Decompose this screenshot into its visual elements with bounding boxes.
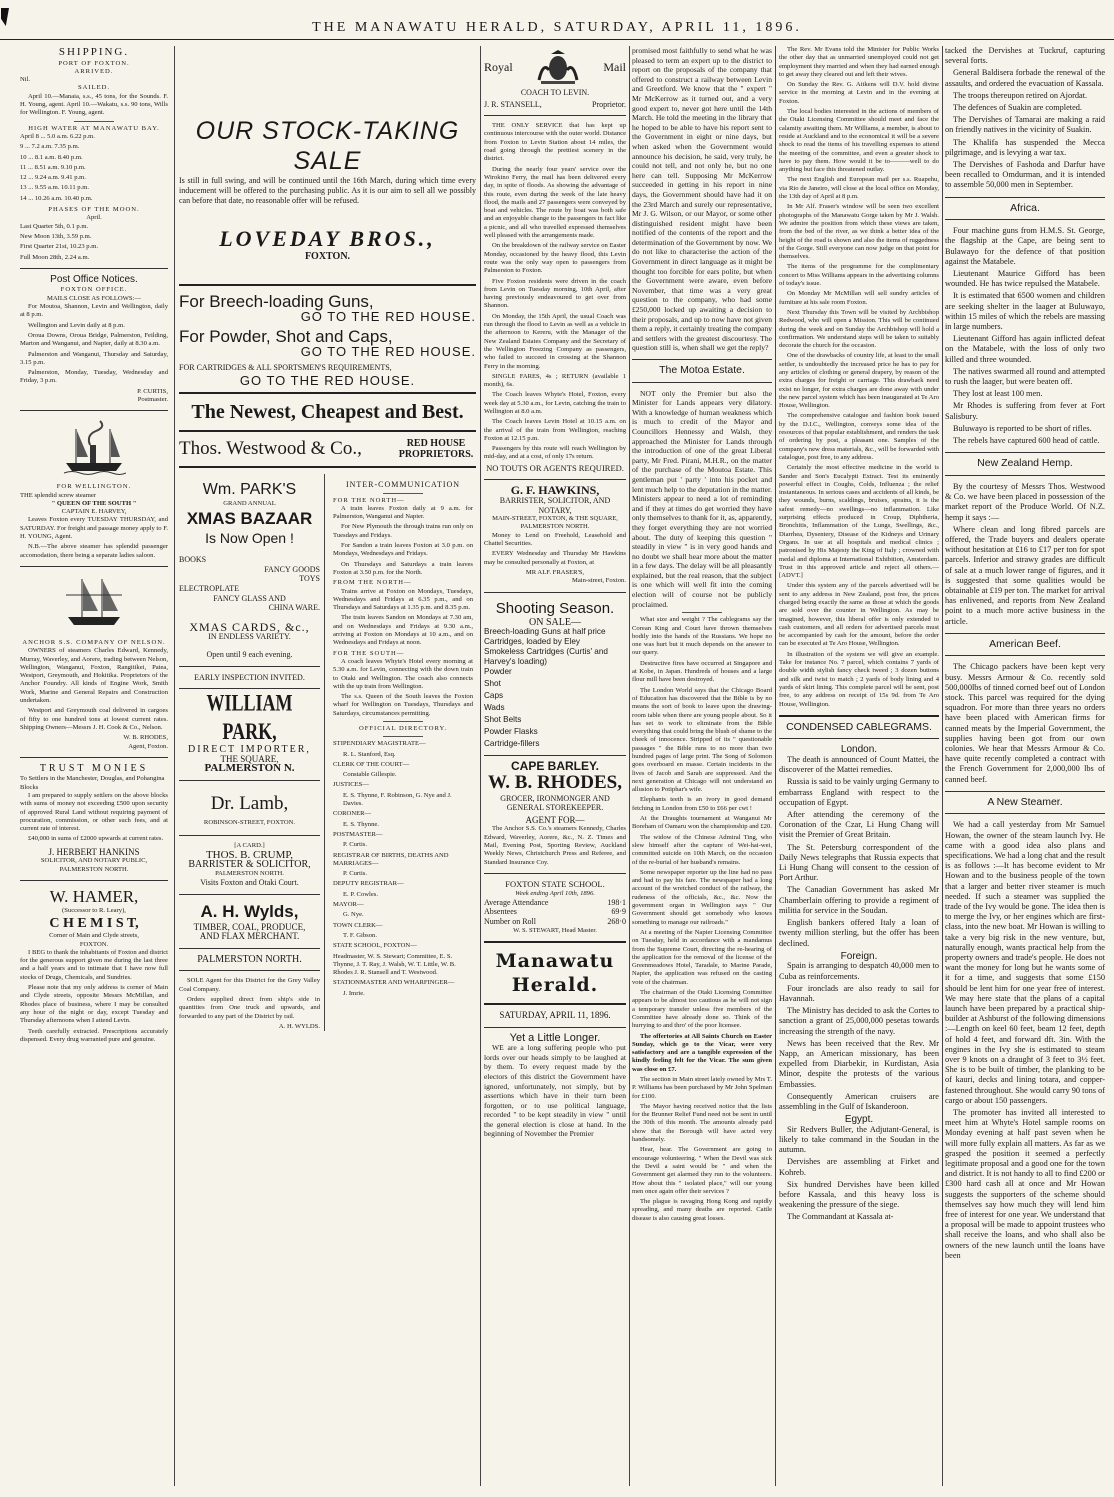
directory-value: J. Imrie. (343, 989, 365, 997)
avg-value: 198·1 (607, 897, 626, 907)
directory-label: STIPENDIARY MAGISTRATE— (333, 740, 426, 748)
wylds-timber: TIMBER, COAL, PRODUCE, (193, 921, 306, 932)
beef-1: The Chicago packers have been kept very busy. Messrs Armour & Co. recently sold 500,000lbs of tinned corned beef out of London stock. This parcel was required for the dying squadron. For more than three years no orders have been placed with American firms for canned meats by the Imperial Government, the supplies having been got from our own colonies. We hear that Messrs Armour & Co. have quite recently completed a contract with the French Government for 2,000,000 lbs of canned beef. (945, 662, 1105, 784)
school-head-master: W. S. STEWART, Head Master. (513, 926, 597, 934)
beef-heading: American Beef. (989, 637, 1061, 650)
north-list (333, 505, 473, 577)
africa-6: They lost at least 100 men. (953, 389, 1043, 399)
col4-text-15: Hear, hear. The Government are going to encourage volunteering. " When the Devil was sick the Devil a saint would be " and when the Government get alarmed they run to the volunteers. How about this " isolated place," will our young men once again offer their services ? (632, 1146, 772, 1195)
column-6 (945, 46, 1105, 1263)
moon-heading: PHASES OF THE MOON. (48, 206, 140, 214)
egypt-heading: Egypt. (844, 1114, 874, 1126)
stansell-role: Proprietor. (592, 99, 626, 109)
col4-text-12: The offertories at All Saints Church on Easter Sunday, which go to the Vicar, were very satisfactory and are a tangible expression of the kindly feeling felt for the Vicar. The sum given was close on £7. (632, 1032, 772, 1073)
fraser-street: Main-street, Foxton. (571, 577, 626, 585)
directory-list (333, 740, 473, 998)
open-until: Open until 9 each evening. (206, 650, 293, 660)
sole-agent: SOLE Agent for this District for the Grey Valley Coal Company. (179, 977, 320, 993)
port-heading: PORT OF FOXTON. (58, 59, 130, 67)
directory-label: MAYOR— (333, 901, 364, 909)
moon-row: First Quarter 21st, 10.23 p.m. (20, 243, 99, 251)
directory-value: P. Curtis. (343, 841, 368, 849)
mails-close: MAILS CLOSE AS FOLLOWS:— (47, 294, 141, 302)
hemp-heading: New Zealand Hemp. (977, 457, 1073, 470)
goods-list (484, 667, 626, 749)
column-rule (775, 46, 776, 1486)
fancy-glass: FANCY GLASS AND (213, 593, 286, 603)
mail-row: Palmerston and Wanganui, Thursday and Saturday, 3.15 p.m. (20, 350, 168, 366)
col5-text-9: One of the drawbacks of country life, at least to the small settler, is undoubtedly the increased price he has to pay for any articles of clothing or general drapery, by reason of the extra charges for freight or carriage. This drawback need exist no longer, for extra charges are done away with under the new parcel system which has been inaugurated at Te Aro House, Wellington. (779, 352, 939, 410)
foreign-2: Four ironclads are also ready to sail for Havannah. (779, 983, 939, 1003)
breech-guns: For Breech-loading Guns, (179, 291, 374, 311)
xmas-cards: XMAS CARDS, &c., (189, 619, 310, 634)
directory-label: POSTMASTER— (333, 830, 383, 838)
north-item: For New Plymouth the through trains run only on Tuesdays and Fridays. (333, 523, 473, 539)
hankins-place: PALMERSTON NORTH. (59, 865, 129, 873)
col4-text-16: The plague is ravaging Hong Kong and rapidly spreading, and many deaths are reported. Cattle disease is also causing great losses. (632, 1198, 772, 1222)
london-5: The Canadian Government has asked Mr Chamberlain offering to provide a regiment of militia for service in the Soudan. (779, 885, 939, 915)
yet-heading: Yet a Little Longer. (509, 1031, 601, 1044)
col5-text-3: The local bodies interested in the actions of members of the Otaki Licensing Committee should meet and face the calamity awaiting them. Mr Williams, a member, is about to reside at Auckland and to the economical it will be a severe shock to read the items of his travelling expenses to attend the meeting of the committee, and even a greater shock to have to pay them. How would it be to———well to do anything but face this threatened outlay. (779, 108, 939, 174)
africa-2: Lieutenant Maurice Gifford has been wounded. He has twice repulsed the Matabele. (945, 269, 1105, 289)
tide-row: April 8 ... 5.0 a.m. 6.22 p.m. (20, 132, 95, 140)
steamer-schedule: Leaves Foxton every TUESDAY THURSDAY, and SATURDAY. For freight and passage money apply to F. H. YOUNG, Agent. (20, 516, 168, 541)
anchor-company-text-2: Westport and Greymouth coal delivered in cargoes of fifty to one hundred tons at lowest current rates. Shipping Owners—Messrs J. H. Cook & Co., Nelson. (20, 707, 168, 731)
xmas-bazaar: XMAS BAZAAR (186, 509, 313, 529)
hamer-address: Corner of Main and Clyde streets, (49, 932, 139, 940)
africa-7: Mr Rhodes is suffering from fever at Fort Salisbury. (945, 401, 1105, 421)
sailed-text: April 10.—Manaia, s.s., 45 tons, for the Sounds. F. H. Young, agent. April 10.—Wakatu, s.s. 90 tons, Wills for Wellington. F. Young, agent. (20, 92, 168, 117)
hamer-successor: (Successor to R. Leary), (62, 906, 126, 914)
endless-variety: IN ENDLESS VARIETY. (208, 632, 291, 642)
london-2: Russia is said to be vainly urging Germany to embarrass England with respect to the occupation of Egypt. (779, 777, 939, 807)
column-4 (632, 46, 772, 1225)
from-north-item: The train leaves Sandon on Mondays at 7.30 am, and on Wednesdays and Fridays at 9.30 a.m., arriving at Foxton on Mondays at 10 a.m., and on Wednesdays and Fridays at noon. (333, 614, 473, 647)
directory-value: G. Nye. (343, 911, 364, 919)
electroplate: ELECTROPLATE (179, 584, 239, 594)
foreign-heading: Foreign. (840, 950, 878, 962)
mail-row: For Moutoa, Shannon, Levin and Wellington, daily at 8 p.m. (20, 303, 168, 319)
north-item: On Thursdays and Saturdays a train leaves Foxton at 3.50 p.m. for the North. (333, 560, 473, 576)
crump-visits: Visits Foxton and Otaki Court. (200, 878, 299, 888)
south-item: The s.s. Queen of the South leaves the Foxton wharf for Wellington on Tuesdays, Thursdays and Saturdays, circumstances permitting. (333, 693, 473, 717)
directory-value: E. S. Thynne, F. Robinson, G. Nye and J. Davies. (343, 791, 452, 808)
china-ware: CHINA WARE. (268, 603, 320, 613)
masthead-title: THE MANAWATU HERALD, SATURDAY, APRIL 11, 1896. (312, 20, 802, 35)
hawkins-name: G. F. HAWKINS, (510, 483, 600, 498)
col4-text-9: Some newspaper reporter up the line had no pass and had to pay his fare. The newspaper had a long account of the wretched conduct of the railway, the rudeness of the officials, &c., &c. Now the government organ in Wellington says " Our Government should get somebody who knows something to manage our railroads." (632, 868, 772, 926)
steamer-1: We had a call yesterday from Mr Samuel Howan, the owner of the steam launch Ivy. He came with a good idea also plans and specifications. We had a long chat and the result is as follows :—It has become evident to Mr Howan and to the business people of the town that a larger and better river steamer is much needed. If such a steamer was supplied the trade of the Ivy would be gone. The idea then is to merge the Ivy, or her engines which are first-class, into the new boat. Mr Howan is willing to take a very big risk in the new venture, but, naturally enough, wants practical help from the property owners and trade's people. He does not want the money for long but he wants some of it for a time, and suggests that some £150 should be lent him for one year free of interest. We may here state that the plans of a capital launch have been prepared by a practical ship-builder at Ashburst of the following dimensions :—Length on keel 60 feet, beam 12 feet, depth of hold 4 feet, and forward dft. 3in. With the engines in the Ivy she is estimated to steam over 9 knots on a draught of 3 feet to 3½ feet. She is to be built of timber, the planking to be of kauri, decks and lining totara, and copper-fastened throughout. She would carry 90 tons of cargo or about 150 passengers. (945, 820, 1105, 1105)
fancy-goods: FANCY GOODS (264, 564, 320, 574)
tide-row: 10 ... 8.1 a.m. 8.40 p.m. (20, 153, 83, 161)
wylds-orders: Orders supplied direct from ship's side in quantities from One truck and upwards, and forwarded to any part of the District by rail. (179, 996, 320, 1020)
early-inspection: EARLY INSPECTION INVITED. (194, 672, 305, 682)
lamb-address: ROBINSON-STREET, FOXTON. (203, 818, 296, 826)
moon-row: Full Moon 28th, 2.24 a.m. (20, 253, 90, 261)
africa-8: Buluwayo is reported to be short of rifles. (953, 423, 1092, 433)
col5-text-7: On Monday Mr McMillan will sell sundry articles of furniture at his sale room Foxton. (779, 290, 939, 306)
coach-text: THE ONLY SERVICE that has kept up continuous intercourse with the outer world. Distance from Foxton to Levin Station about 14 miles, the road going through the prettiest scenery in the district. (484, 122, 626, 163)
toys: TOYS (299, 574, 320, 584)
mail-row: Palmerston, Monday, Tuesday, Wednesday and Friday, 3 p.m. (20, 369, 168, 385)
column-rule (629, 46, 630, 1486)
foreign-3: The Ministry has decided to ask the Cortes to sanction a grant of 25,000,000 pesetas towards increasing the strength of the navy. (779, 1006, 939, 1036)
col5-text-5: In Mr Alf. Fraser's window will be seen two excellent photographs of the Manawatu Gorge taken by Mr J. Walsh. We admire the position from which these views are taken, from the bed of the river, as we think a better idea of the height of the road is shown and also the items of ruggedness of the Gorge. Still everyone can now judge on that point for themselves. (779, 203, 939, 261)
africa-5: The natives swarmed all round and attempted to rush the laager, but were beaten off. (945, 366, 1105, 387)
from-north: FROM THE NORTH— (333, 579, 412, 587)
tide-row: 12 ... 9.24 a.m. 9.41 p.m. (20, 174, 86, 182)
coach-text-5: On Monday, the 15th April, the usual Coach was run through the flood to Levin as well as a vehicle in the afternoon to Kereru, with the Manager of the New Zealand Estates Company and the Secretary of the Wellington Freezing Company as passengers, who failed to succeed in crossing at the Shannon Ferry in the morning. (484, 312, 626, 370)
cape-barley: CAPE BARLEY. (510, 759, 599, 774)
directory-label: Headmaster, W. S. Stewart; Committee, E. S. Thynne, J. T. Ray, J. Walsh, W. T. Little, W. B. Rhodes J. R. Stansell and T. Westwood. (333, 952, 456, 977)
col6-text-5: The Dervishes of Tamarai are making a raid on friendly natives in the vicinity of Suakin. (945, 115, 1105, 135)
column-5 (779, 46, 939, 1225)
powder-shot-caps: For Powder, Shot and Caps, (179, 327, 393, 347)
crump-role: BARRISTER & SOLICITOR, (188, 859, 311, 871)
anchor-company-heading: ANCHOR S.S. COMPANY OF NELSON. (22, 638, 166, 646)
steamer-intro: THE splendid screw steamer (20, 491, 96, 499)
guns-half-price: Breech-loading Guns at half price (484, 627, 606, 637)
school-week: Week ending April 10th, 1896. (515, 889, 595, 897)
egypt-4: The Commandant at Kassala at- (787, 1212, 894, 1222)
anchor-ship-icon (62, 573, 126, 633)
red-house-proprietors: RED HOUSE PROPRIETORS. (398, 437, 474, 460)
hamer-town: FOXTON. (79, 940, 109, 948)
col4-text-1: promised most faithfully to send what he was pleased to term an expert up to the district to report on the proposals of the company that offered to construct a railway between Levin and Greetford. We know that the " expert " Mr McKerrow as it turned out, and a very good expert to, never got here until the 14th March. He told the meeting in the library that he hoped to be able to have his report sent to the Government in eight or nine days, but when asked when the Government would announce his decision, he said, very truly, he could not tell, and not only he, but no one here can tell. Supposing Mr McKerrow succeeded in getting in his report in nine days, the Government should have had it on the 23rd March and surely our representative, Mr J. G. Wilson, or our Mayor, or some other distinguished resident might have been notified of the contents of the report and the determination of the Government by now. We do not like to characterise the action of the Government in direct language as it might be thought too forcible for ears polite, but when the Government were aware, even before November, that time was a very great question to the company, who had some £250,000 locked up awaiting a decision to their proposals, and up to now have not given them a reply, it certainly treating the company and settlers with the greatest discourtesy. The question still is, when shall we get the reply? (632, 46, 772, 353)
condensed-cablegrams: CONDENSED CABLEGRAMS. (786, 720, 932, 733)
goods-item: Powder (484, 667, 512, 677)
stock-taking-heading: OUR STOCK-TAKING SALE (195, 117, 460, 175)
london-1: The death is announced of Count Mattei, the discoverer of the Mattei remedies. (779, 755, 939, 775)
roll-label: Number on Roll (484, 917, 536, 927)
col4-text-2: NOT only the Premier but also the Minister for Lands appears very dilatory. With a knowledge of human weakness which is much to credit of the Mayor and Councillors Hennessy and Walsh, they approached the Minister for Lands through the introduction of one of the great Liberal party, Mr Fred. Pirani, M.H.R., on the matter of the purchase of the Moutoa Estate. This gentleman put ' party ' into his pocket and lent much help to the deputation in the matter. Ministers appear to need a lot of reminding and if they at times do get worried they have only themselves to thank for it, as, apparently, they forget everything they are not worried about. The duty of keeping this question " steadily in view " is in very good hands and no doubt we shall hear more about the matter in a few days. The delay will be all pleasantly explained, but the real reason, that the subject is one which will well fit into the coming election will of course not be publicly proclaimed. (632, 388, 772, 609)
agent-for-text: The Anchor S.S. Co.'s steamers Kennedy, Charles Edward, Waverley, Aorere, &c., N. Z. Times and Mail, Evening Post, Sporting Review, Auckland Weekly News, Christchurch Press and Referee, and Standard Insurance Coy. (484, 825, 626, 866)
col6-text-4: The defences of Suakin are completed. (953, 103, 1083, 113)
hemp-2: Where clean and long fibred parcels are offered, the Trade buyers and dealers operate without hesitation at £16 to £17 per ton for spot parcels. Inferior and strawy grades are difficult of sale at a much lower range of figures, and it is suggested that some qualities would be obtainable at £19 per ton. The market for arrival has enlivened, and reports from New Zealand point to a much more active business in the article. (945, 524, 1105, 626)
col5-text-13: In illustration of the system we will give an example. Take for instance No. 7 parcel, which contains 7 yards of double width stylish fancy check tweed ; 3 dozen buttons and silk and twist to match ; 2 yards of body lining and 4 yards of skirt lining. This complete parcel will be sent, post free, to any address on receipt of 15s 9d. from Te Aro House, Wellington. (779, 650, 939, 708)
masthead (0, 0, 1114, 40)
tide-row: 14 ... 10.26 a.m. 10.40 p.m. (20, 194, 93, 202)
south-item: A coach leaves Whyte's Hotel every morning at 5.30 a.m. for Levin, connecting with the down train to Otaki and Wellington. The coach also connects with the up train from Wellington. (333, 657, 473, 690)
wylds-name: A. H. Wylds, (200, 901, 299, 921)
trust-monies-text: I am prepared to supply settlers on the above blocks with sums of money not exceeding £500 upon security of approved Rural Land without requiring payment of procuration, commission, or other such fees, and at current rate of interest. (20, 792, 168, 833)
col4-text-10: At a meeting of the Napier Licensing Committee on Tuesday, held in accordance with a mandamus from the Supreme Court, directing the re-hearing of the application for the removal of the license of the Greenmeadows Hotel, Taradale, to Marine Parade, Napier, the application was refused on the casting vote of the chairman. (632, 928, 772, 986)
col5-text-8: Next Thursday this Town will be visited by Archbishop Redwood, who will open a Mission. This will be continued during the week and on Sunday the Archbishop will hold a confirmation. We understand steps will be taken to suitably decorate the church for the occasion. (779, 308, 939, 350)
col4-text-6: Elephants teeth is an ivory in good demand fetching in London from £50 to £66 per cwt ! (632, 796, 772, 812)
absentees-label: Absentees (484, 907, 517, 917)
moon-list (20, 223, 168, 262)
royal-coat-of-arms-icon (533, 50, 583, 86)
cartridges-line: FOR CARTRIDGES & ALL SPORTSMEN'S REQUIREMENTS, (179, 362, 392, 372)
directory-label: JUSTICES— (333, 781, 369, 789)
grand-annual: GRAND ANNUAL (223, 499, 276, 507)
coach-text-3: On the breakdown of the railway service on Easter Monday, occasioned by the heavy flood, this Levin route was the only way open to passengers from Palmerston to Foxton. (484, 242, 626, 275)
anchor-company-text: OWNERS of steamers Charles Edward, Kennedy, Murray, Waverley, and Aorere, trading between Nelson, Wellington, Wanganui, Foxton, Rangitikei, Patea, Westport, Greymouth, and Hokitika. Proprietors of the Anchor Foundry. All kinds of Engine Work, Smith Work, Marine and General Repairs and Construction undertaken. (20, 647, 168, 705)
col6-text-3: The troops thereupon retired on Ajordat. (953, 90, 1088, 100)
column-1 (20, 46, 168, 1046)
westwood-name: Thos. Westwood & Co., (179, 438, 362, 460)
shipping-heading: SHIPPING. (58, 46, 130, 58)
directory-value: P. Curtis. (343, 870, 368, 878)
queen-of-the-south: " QUEEN OF THE SOUTH " (51, 499, 137, 507)
directory-label: CLERK OF THE COURT— (333, 760, 410, 768)
loveday-bros: LOVEDAY BROS., (219, 226, 436, 251)
school-heading: FOXTON STATE SCHOOL. (505, 878, 605, 889)
coach-text-2: During the nearly four years' service over the Wirokino Ferry, the mail has been delivered every day, in spite of floods. As showing the advantage of this route, even during the week of the late heavy flood, the mails and 27 passengers were conveyed by boat and vehicles. The route by boat was both safe and an enjoyable change to the passengers in fact like a picnic, and all who travelled expressed themselves well pleased with the arrangements made. (484, 165, 626, 240)
africa-1: Four machine guns from H.M.S. St. George, the flagship at the Cape, are being sent to Bulawayo for the defence of that position against the Matabele. (945, 226, 1105, 266)
trust-monies-text-2: £40,000 in sums of £2000 upwards at current rates. (28, 835, 164, 843)
foreign-5: Consequently American cruisers are assembling in the Gulf of Iskanderoon. (779, 1091, 939, 1111)
sailed-heading: SAILED. (77, 84, 111, 92)
from-north-list (333, 588, 473, 648)
africa-4: Lieutenant Gifford has again inflicted defeat on the Matabele, with the loss of only two killed and three wounded. (945, 334, 1105, 364)
london-3: After attending the ceremony of the Coronation of the Czar, Li Hung Chang will visit the Premier of Great Britain. (779, 810, 939, 840)
directory-value: R. L. Stanford, Esq. (343, 750, 396, 758)
park-name: Wm. PARK'S (202, 480, 297, 498)
chemist-heading: C H E M I S T, (49, 916, 139, 932)
rhodes-name: W. B. RHODES, (488, 771, 622, 793)
col5-text-6: The items of the programme for the complimentary concert to Miss Williams appears in the advertising columns of today's issue. (779, 263, 939, 288)
col4-text-14: The Mayor having received notice that the lists for the Brunner Relief Fund need not be sent in until the 30th of this month. The amounts already paid show that the Borough will have acted very handsomely. (632, 1102, 772, 1144)
steamer-heading: A New Steamer. (987, 795, 1063, 808)
col5-text-12: Under this system any of the parcels advertised will be sent to any address in New Zealand, post free, the prices charged being exactly the same as those at which the goods are sold over the counter in Wellington. As may be imagined, however, this liberal offer is only extended to cash customers, and all orders for advertised parcels must be accompanied by cash for the amount, before the order can be executed at Te Aro House, Wellington. (779, 582, 939, 648)
mail-row: Oroua Downs, Oroua Bridge, Palmerston, Feilding, Marton and Wanganui, and Napier, daily at 8.30 a.m. (20, 331, 168, 348)
anchor-agent-role: Agent, Foxton. (128, 742, 168, 750)
col5-text-10: The comprehensive catalogue and fashion book issued by the D.I.C., Wellington, conveys some idea of the resources of that popular establishment, and renders the task of ordering by post, a pleasant one. Samples of the company's new dress materials, &c., will be forwarded with catalogue, post free, to any address. (779, 412, 939, 461)
col4-text-8: The widow of the Chinese Admiral Ting, who slew himself after the capture of Wei-hai-wei, committed suicide on 10th March, on the occasion of the re-burial of her husband's remains. (632, 833, 772, 866)
wylds-sign: A. H. WYLDS. (278, 1022, 320, 1030)
mail-word: Mail (603, 60, 626, 75)
herald-date: SATURDAY, APRIL 11, 1896. (499, 1009, 611, 1020)
foreign-1: Spain is arranging to despatch 40,000 men to Cuba as reinforcements. (779, 961, 939, 981)
william-park: WILLIAM PARK, (206, 689, 293, 745)
steamer-ship-icon (62, 417, 126, 477)
arrived-nil: Nil. (20, 76, 31, 84)
avg-label: Average Attendance (484, 897, 549, 907)
coach-text-4: Five Foxton residents were driven in the coach from Levin on Tuesday morning, 10th April, after having previously endeavoured to get over from Shannon. (484, 277, 626, 310)
hamer-text: I BEG to thank the inhabitants of Foxton and district for the generous support given me during the last three and a half years and to intimate that I have now full stocks of Drugs, Chemicals, and Sundries. (20, 948, 168, 981)
london-heading: London. (840, 744, 878, 756)
roll-value: 268·0 (607, 917, 626, 927)
smokeless-cartridges: Smokeless Cartridges (Curtis' and Harvey's loading) (484, 647, 608, 667)
moon-row: New Moon 13th, 3.59 p.m. (20, 232, 92, 240)
card-label: [A CARD.] (234, 842, 265, 850)
stansell-name: J. R. STANSELL, (484, 99, 542, 109)
moon-row: Last Quarter 5th, 0.1 p.m. (20, 222, 89, 230)
egypt-3: Six hundred Dervishes have been killed before Kassala, and this heavy loss is weakening the pressure of the siege. (779, 1179, 939, 1210)
absentees-value: 69·9 (611, 907, 626, 917)
directory-value: E. S. Thynne. (343, 820, 379, 828)
mails-list (20, 303, 168, 386)
coach-to-levin: COACH TO LEVIN. (520, 88, 590, 97)
hamer-name: W. HAMER, (49, 886, 139, 906)
hankins-name: J. HERBERT HANKINS (48, 846, 140, 857)
cartridges-eley: Cartridges, loaded by Eley (484, 637, 581, 647)
tide-row: 11 ... 8.51 a.m. 9.10 p.m. (20, 163, 86, 171)
books: BOOKS (179, 555, 207, 565)
col5-text-2: On Sunday the Rev. G. Aitkens will D.V. hold divine service in the morning at Levin and in the evening at Foxton. (779, 81, 939, 105)
col4-text-4: Destructive fires have occurred at Singapore and at Kobe, in Japan. Hundreds of houses and a large flour mill have been destroyed. (632, 659, 772, 684)
hawkins-consult: EVERY Wednesday and Thursday Mr Hawkins may be consulted personally at Foxton, at (484, 550, 626, 566)
motoa-heading: The Motoa Estate. (659, 364, 745, 376)
crump-place: PALMERSTON NORTH. (215, 869, 284, 877)
steamer-note: N.B.—The above steamer has splendid passenger accomodation, there being a separate ladies saloon. (20, 543, 168, 559)
fraser-name: MR ALF. FRASER'S, (525, 568, 585, 576)
goods-item: Wads (484, 703, 505, 713)
red-house-2: GO TO THE RED HOUSE. (300, 344, 476, 360)
directory-value: E. P. Cowles. (343, 890, 378, 898)
for-wellington: FOR WELLINGTON. (56, 483, 132, 491)
coach-text-8: Passengers by this route will reach Wellington by mid-day, and at a cost, of only 17s return. (484, 445, 626, 461)
north-item: A train leaves Foxton daily at 9 a.m. for Palmerston, Wanganui and Napier. (333, 504, 473, 521)
col4-text-11: The chairman of the Otaki Licensing Committee appears to be almost too cautious as he will not sign a temporary transfer unless five members of the Committee have already done so. Think of the hurrying to and thro' of the poor licensee. (632, 989, 772, 1030)
agent-for: AGENT FOR— (525, 814, 585, 825)
crump-name: THOS. B. CRUMP, (205, 848, 294, 861)
red-house-3: GO TO THE RED HOUSE. (239, 373, 416, 389)
coach-text-7: The Coach leaves Levin Hotel at 10.15 a.m. on the arrival of the train from Wellington, reaching Foxton at 12.15 p.m. (484, 418, 626, 442)
col4-text-7: At the Draughts tournament at Wanganui Mr Boreham of Oamaru won the championship and £20. (632, 815, 772, 831)
africa-3: It is estimated that 6500 women and children are seeking shelter in the laager at Buluwayo, within 15 miles of which the rebels are massing in large numbers. (945, 291, 1105, 332)
captain-name: CAPTAIN E. HARVEY, (61, 508, 127, 516)
yet-text: WE are a long suffering people who put lords over our heads simply to be laughed at by them. To every request made by the electors of this district the Government have ignored, unfortunately, not simply, but by assertions which have in their turn been forgotten, or to use political language, recorded " to be kept steadily in view " until the general election is close at hand. In the beginning of November the Premier (484, 1043, 626, 1139)
tide-row: 13 ... 9.55 a.m. 10.11 p.m. (20, 184, 89, 192)
hemp-1: By the courtesy of Messrs Thos. Westwood & Co. we have been placed in possession of the market report of the Produce World. Of N.Z. hemp it says :— (945, 481, 1105, 522)
coach-fares: SINGLE FARES, 4s ; RETURN (available 1 month), 6s. (484, 372, 626, 389)
col6-text-2: General Baldisera forbade the renewal of the assaults, and ordered the evacuation of Kassala. (945, 68, 1105, 88)
royal-word: Royal (484, 60, 513, 75)
column-3 (484, 46, 626, 1141)
high-water-heading: HIGH WATER AT MANAWATU BAY. (28, 124, 160, 132)
mail-row: Wellington and Levin daily at 8 p.m. (28, 321, 125, 329)
hamer-text-3: Teeth carefully extracted. Prescriptions accurately dispensed. Every drug warranted pure and genuine. (20, 1027, 168, 1043)
foreign-4: News has been received that the Rev. Mr Napp, an American missionary, has been expelled from Diarbekir, in Kurdistan, Asia Minor, despite the protests of the various Embassies. (779, 1038, 939, 1089)
newest-cheapest: The Newest, Cheapest and Best. (191, 400, 464, 423)
directory-label: TOWN CLERK— (333, 921, 383, 929)
egypt-1: Sir Redvers Buller, the Adjutant-General, is likely to take command in the Soudan in the autumn. (779, 1124, 939, 1155)
shooting-season: Shooting Season. (495, 599, 615, 617)
official-directory: OFFICIAL DIRECTORY. (358, 724, 448, 732)
from-north-item: Trains arrive at Foxton on Mondays, Tuesdays, Wednesdays and Fridays at 6.35 p.m., and on Thursdays and Saturdays at 1.35 p.m. and 8.35 p.m. (333, 587, 473, 612)
direct-importer: DIRECT IMPORTER, (188, 744, 311, 756)
arrived-heading: ARRIVED. (74, 67, 114, 75)
anchor-agent-name: W. B. RHODES, (123, 734, 168, 742)
goods-item: Shot (484, 679, 501, 689)
steamer-2: The promoter has invited all interested to meet him at Whyte's Hotel sample rooms on Monday evening at half past seven when he will more fully explain all matters. As far as we grasped the position it seemed a perfectly legitimate proposal and a good one for the town and district. It is not handy to all to find £200 or £300 hard cash all at once and Mr Howan suggests the supporters of the scheme should themselves say how much they will lend him free of interest for one year. We understand that a proposal will be made to appoint trustees who shall receive the loans, and who shall also be owners of the new launch until the loans have been (945, 1108, 1105, 1260)
on-sale: ON SALE— (529, 616, 581, 628)
for-south: FOR THE SOUTH— (333, 649, 405, 657)
dr-lamb: Dr. Lamb, (210, 792, 289, 814)
loveday-town: FOXTON. (304, 251, 351, 262)
south-list (333, 658, 473, 718)
directory-label: CORONER— (333, 810, 372, 818)
tides-table (20, 133, 168, 203)
egypt-2: Dervishes are assembling at Firket and Kohreb. (779, 1157, 939, 1177)
hankins-role: SOLICITOR, AND NOTARY PUBLIC, (40, 857, 148, 865)
for-north: FOR THE NORTH— (333, 496, 405, 504)
col6-text-1: tacked the Dervishes at Tuckruf, capturing several forts. (945, 46, 1105, 66)
london-4: The St. Petersburg correspondent of the Daily News telegraphs that Russia expects that Li Hung Chang will consent to the cession of Port Arthur. (779, 842, 939, 883)
stock-taking-text: Is still in full swing, and will be continued until the 16th March, during which time every inducement will be offered to the purchasing public. As it is our aim to sell all we possibly can before that date, no reasonable offer will be refused. (179, 176, 476, 205)
col4-text-5: The London World says that the Chicago Board of Education has discovered that the Bible is by no means the sort of book to leave upon the drawing-room table when there are young people about. So it has set to work to eliminate from the Bible everything that could bring the blush of shame to the cheek of innocence. Stripped of its " questionable passages " the Bible runs to no more than two hundred pages of large print. The Song of Solomon goes overboard en masse. Certain incidents in the lives of Jacob and Sarah are suppressed. And the next generation at Chicago will not understand an allusion to Potiphar's wife. (632, 686, 772, 794)
hawkins-address: MAIN-STREET, FOXTON, & THE SQUARE, PALMERSTON NORTH. (492, 515, 618, 531)
no-touts: NO TOUTS OR AGENTS REQUIRED. (486, 462, 624, 473)
inter-communication: INTER-COMMUNICATION (345, 479, 461, 489)
goods-item: Caps (484, 691, 504, 701)
london-6: English bankers offered Italy a loan of twenty million sterling, but the offer has been declined. (779, 918, 939, 948)
directory-label: STATIONMASTER AND WHARFINGER— (333, 979, 455, 987)
wylds-place: PALMERSTON NORTH. (197, 953, 302, 965)
postmaster-name: P. CURTIS, (137, 387, 168, 395)
wylds-flax: AND FLAX MERCHANT. (199, 931, 300, 942)
hawkins-role: BARRISTER, SOLICITOR, AND NOTARY, (499, 495, 611, 515)
directory-label: DEPUTY REGISTRAR— (333, 880, 404, 888)
directory-label: STATE SCHOOL, FOXTON— (333, 942, 417, 950)
column-rule (480, 46, 481, 1486)
tide-row: 9 ... 7.2 a.m. 7.35 p.m. (20, 143, 80, 151)
coach-text-6: The Coach leaves Whyte's Hotel, Foxton, every week day at 5.30 a.m., for Levin, catching the train to Wellington at 8.0 a.m. (484, 391, 626, 415)
column-rule (174, 46, 175, 1486)
col5-text-11: Certainly the most effective medicine in the world is Sander and Son's Eucalypti Extract. Test its eminently powerful effect in Coughs, Colds, Influenza ; the relief instantaneous. In serious cases and accidents of all kinds, be they wounds, burns, scaldings, bruises, sprains, it is the safest remedy—no swellings—no inflammation. Like surprising effects produced in Croup, Diphtheria, Bronchitis, Inflammation of the Lungs, Swellings, &c., Diarrhea, Dysentery, Disease of the Kidneys and Urinary Organs. In use at all hospitals and medical clinics ; patronised by His Majesty the King of Italy ; crowned with medal and diploma at International Exhibition, Amsterdam. Trust in this approved article and reject all others.—[ADVT.] (779, 464, 939, 580)
directory-label: REGISTRAR OF BIRTHS, DEATHS AND MARRIAGES— (333, 851, 449, 867)
trust-monies-heading: TRUST MONIES (39, 762, 149, 774)
col5-text-1: The Rev. Mr Evans told the Minister for Public Works the other day that as unmarried unemployed could not get employment they married and when they had earned enough to get away they cleared out and left their wives. (779, 46, 939, 78)
money-to-lend: Money to Lend on Freehold, Leasehold and Chattel Securities. (484, 531, 626, 548)
col4-text-13: The section in Main street lately owned by Mrs T. P. Williams has been purchased by Mr John Spelman for £100. (632, 1075, 772, 1100)
rhodes-role: GROCER, IRONMONGER AND GENERAL STOREKEEPER. (500, 793, 610, 813)
hamer-text-2: Please note that my only address is corner of Main and Clyde streets, opposite Messrs McMillan, and Rhodes place of business, where I may be consulted any hour of the night or day, except Tuesday and Thursday afternoons when I attend Levin. (20, 984, 168, 1025)
the-square: THE SQUARE, (220, 753, 279, 764)
directory-value: Constable Gillespie. (343, 771, 397, 779)
trust-monies-sub: To Settlers in the Manchester, Douglas, and Pohangina Blocks (20, 775, 165, 791)
postmaster-role: Postmaster. (137, 395, 168, 403)
directory-value: T. F. Gibson. (343, 931, 377, 939)
africa-heading: Africa. (1010, 201, 1040, 214)
goods-item: Shot Belts (484, 715, 522, 725)
goods-item: Powder Flasks (484, 727, 538, 737)
col6-text-6: The Khalifa has suspended the Mecca pilgrimage, and is levying a war tax. (945, 137, 1105, 157)
column-2 (179, 46, 476, 1031)
now-open: Is Now Open ! (205, 530, 294, 547)
africa-9: The rebels have captured 600 head of cattle. (953, 436, 1100, 446)
palmerston-n: PALMERSTON N. (204, 762, 295, 775)
moon-month: April. (86, 214, 102, 222)
post-office-sub: FOXTON OFFICE. (60, 286, 128, 294)
col5-text-4: The next English and European mail per s.s. Ruapehu, via Rio de Janeiro, will close at the local office on Monday, the 13th day of April at 8 p.m. (779, 176, 939, 201)
goods-item: Cartridge-fillers (484, 739, 540, 749)
column-rule (942, 46, 943, 1486)
manawatu-herald-nameplate: Manawatu Herald. (495, 949, 615, 996)
col4-text-3: What size and weight ? The cablegrams say the Corean King and Court have thrown themselves bodily into the hands of the Russians. We hope no one was hurt but it much depends on the answer to our query. (632, 616, 772, 657)
red-house-1: GO TO THE RED HOUSE. (300, 308, 476, 324)
col6-text-7: The Dervishes of Fashoda and Darfur have been recalled to Omdurman, and it is intended to assemble 50,000 men in September. (945, 160, 1105, 190)
post-office-heading: Post Office Notices. (50, 273, 138, 285)
north-item: For Sandon a train leaves Foxton at 3.0 p.m. on Mondays, Wednesdays and Fridays. (333, 542, 473, 558)
